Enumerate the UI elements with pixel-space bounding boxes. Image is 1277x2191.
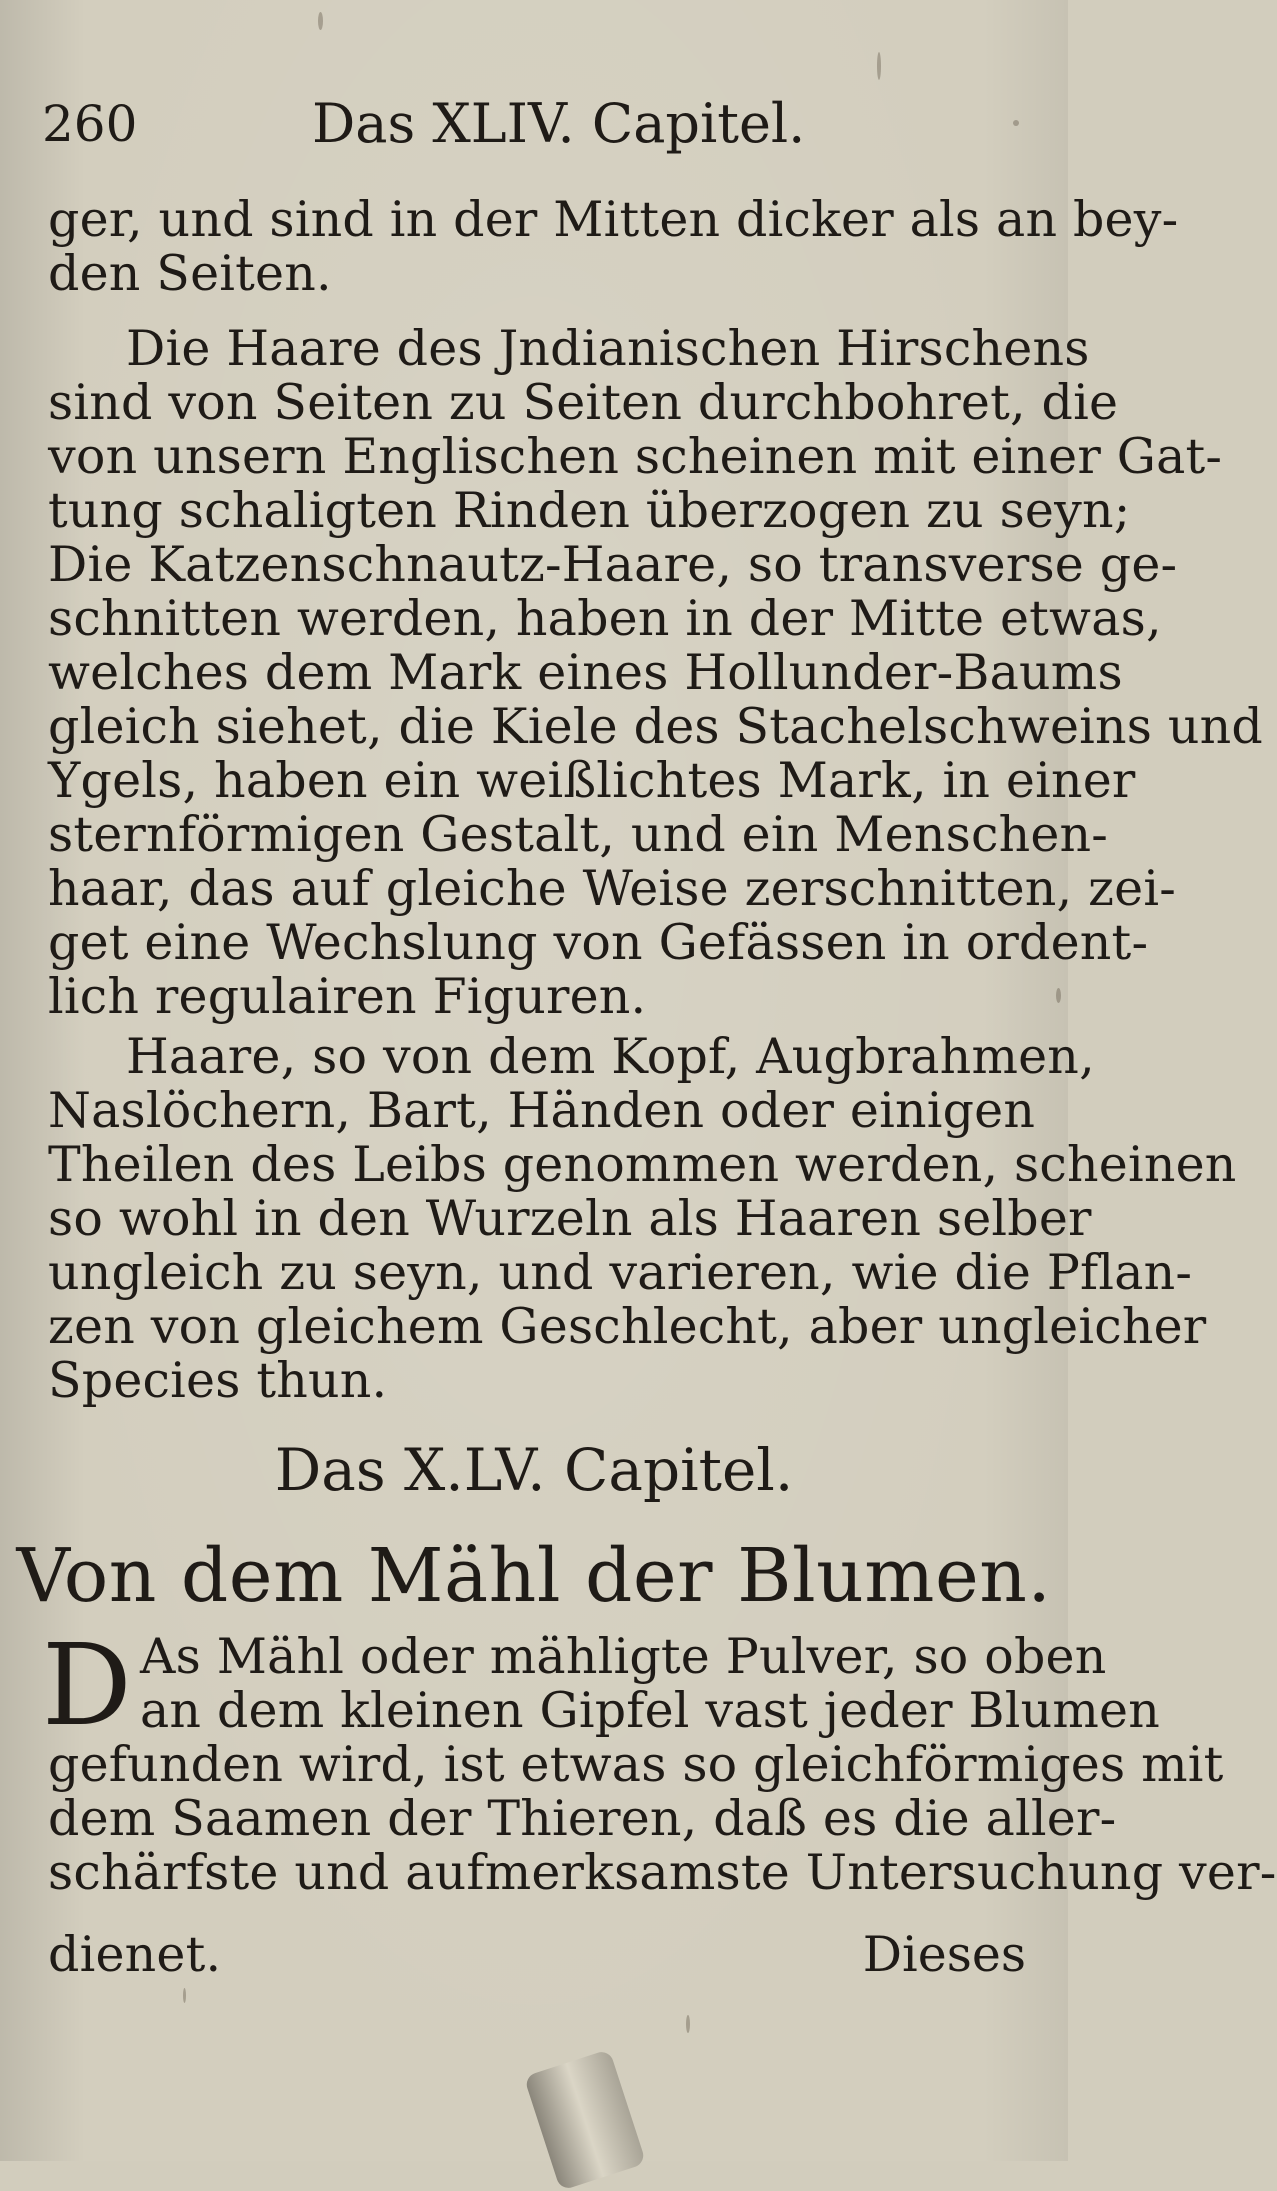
text-line: von unsern Englischen scheinen mit einer Gat- <box>48 428 1223 485</box>
text-line: get eine Wechslung von Gefässen in ordent- <box>48 914 1149 971</box>
text-line: tung schaligten Rinden überzogen zu seyn; <box>48 482 1131 539</box>
chapter-title: Von dem Mähl der Blumen. <box>16 1533 1052 1619</box>
paper-speck <box>183 1988 186 2003</box>
text-line: schnitten werden, haben in der Mitte etwas, <box>48 590 1162 647</box>
text-line: welches dem Mark eines Hollunder-Baums <box>48 644 1123 701</box>
text-line: gleich siehet, die Kiele des Stachelschweins und <box>48 698 1263 755</box>
text-line: As Mähl oder mähligte Pulver, so oben <box>140 1628 1107 1685</box>
text-line: zen von gleichem Geschlecht, aber ungleicher <box>48 1298 1207 1355</box>
paper-speck <box>686 2015 690 2033</box>
text-line: dem Saamen der Thieren, daß es die aller- <box>48 1790 1117 1847</box>
text-line: ger, und sind in der Mitten dicker als an bey- <box>48 191 1179 248</box>
text-line: Haare, so von dem Kopf, Augbrahmen, <box>126 1028 1095 1085</box>
paper-speck <box>318 12 323 30</box>
text-line: ungleich zu seyn, und varieren, wie die Pflan- <box>48 1244 1193 1301</box>
text-line: schärfste und aufmerksamste Untersuchung ver- <box>48 1844 1277 1901</box>
paper-speck <box>1013 120 1019 126</box>
page-number: 260 <box>42 95 138 153</box>
paper-speck <box>1056 988 1061 1003</box>
text-line: sind von Seiten zu Seiten durchbohret, die <box>48 374 1119 431</box>
page-header <box>42 92 806 155</box>
page-edge-shadow <box>524 2049 647 2191</box>
text-line: haar, das auf gleiche Weise zerschnitten, zei- <box>48 860 1176 917</box>
text-line: Die Katzenschnautz-Haare, so transverse ge- <box>48 536 1178 593</box>
text-line: Die Haare des Jndianischen Hirschens <box>126 320 1090 377</box>
text-line: Theilen des Leibs genommen werden, scheinen <box>48 1136 1237 1193</box>
text-line: gefunden wird, ist etwas so gleichförmiges mit <box>48 1736 1224 1793</box>
paper-speck <box>877 52 881 80</box>
text-line: dienet. <box>48 1926 222 1983</box>
running-head: Das XLIV. Capitel. <box>312 92 806 155</box>
catchword: Dieses <box>862 1926 1026 1983</box>
text-line: so wohl in den Wurzeln als Haaren selber <box>48 1190 1092 1247</box>
text-line: Ygels, haben ein weißlichtes Mark, in einer <box>48 752 1136 809</box>
text-line: an dem kleinen Gipfel vast jeder Blumen <box>140 1682 1160 1739</box>
text-line: lich regulairen Figuren. <box>48 968 647 1025</box>
text-line: sternförmigen Gestalt, und ein Menschen- <box>48 806 1109 863</box>
text-line: den Seiten. <box>48 245 332 302</box>
text-line: Naslöchern, Bart, Händen oder einigen <box>48 1082 1036 1139</box>
chapter-heading: Das X.LV. Capitel. <box>274 1436 794 1504</box>
drop-cap: D <box>42 1621 132 1751</box>
text-line: Species thun. <box>48 1352 388 1409</box>
